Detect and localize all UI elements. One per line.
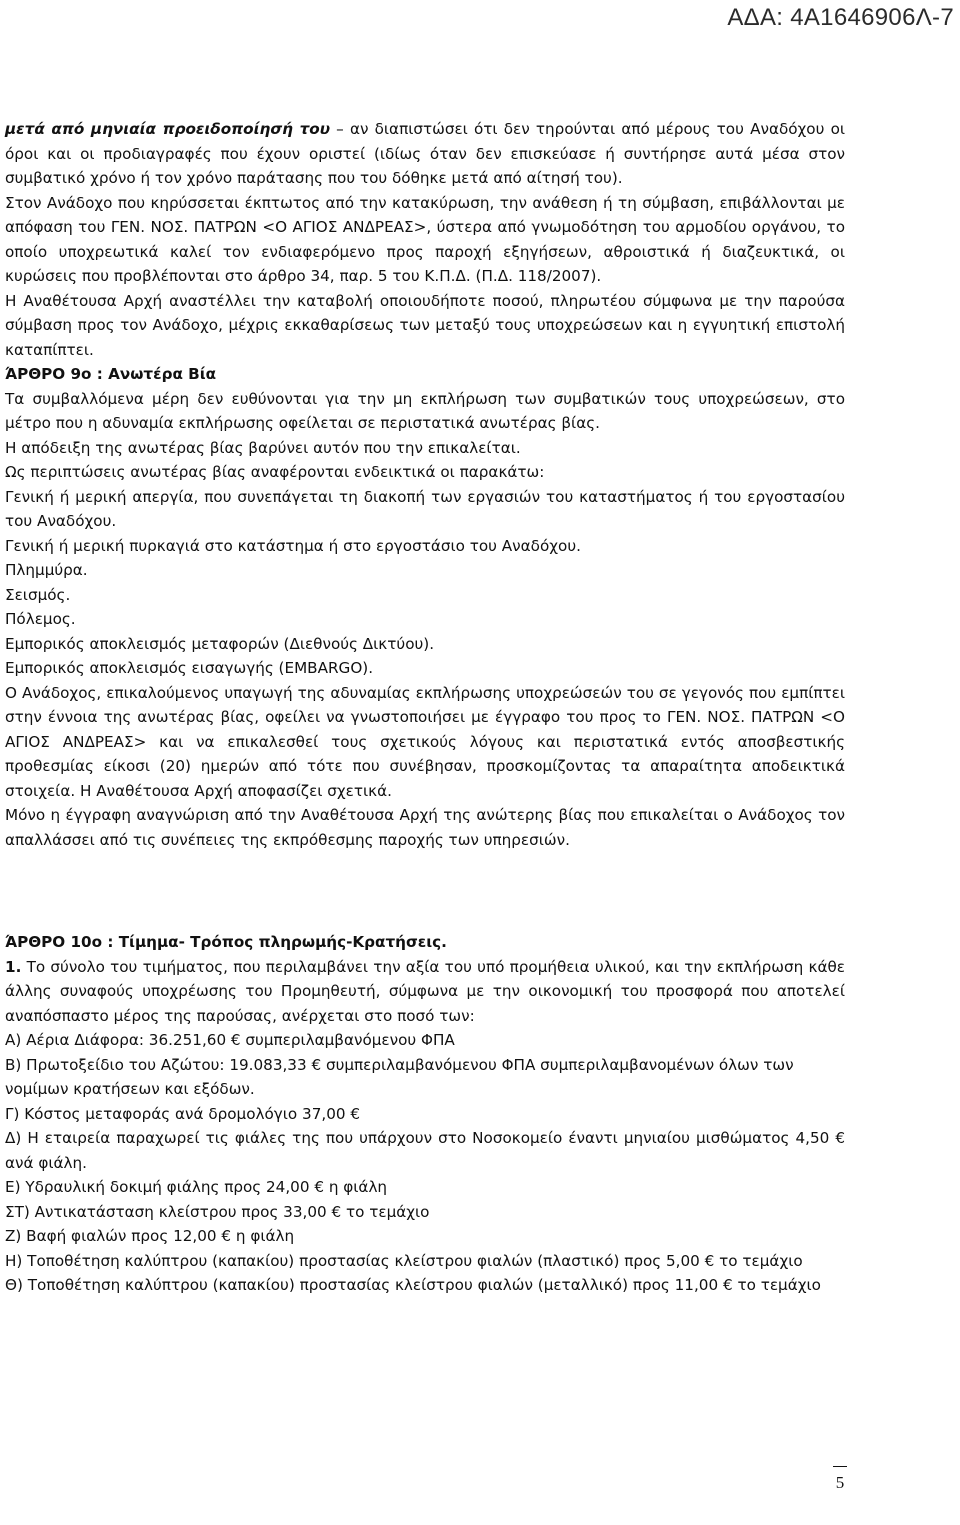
bold-italic-lead: μετά από μηνιαία προειδοποίησή του <box>5 120 330 138</box>
article-9-paragraph: Μόνο η έγγραφη αναγνώριση από την Αναθέτουσα Αρχή της ανώτερης βίας που επικαλείται ο Ανάδοχος τον απαλλάσσει από τις συνέπειες της εκπρόθεσμης παροχής των υπηρεσιών. <box>5 806 845 849</box>
force-majeure-case: Πόλεμος. <box>5 610 76 628</box>
force-majeure-case: Σεισμός. <box>5 585 71 604</box>
article-10-heading: ΆΡΘΡΟ 10ο : Τίμημα- Τρόπος πληρωμής-Κρατήσεις. <box>5 933 447 951</box>
price-line: Ζ) Βαφή φιαλών προς 12,00 € η φιάλη <box>5 1227 295 1245</box>
document-body <box>5 117 845 1298</box>
ada-identifier: ΑΔΑ: 4Α1646906Λ-7 <box>727 4 954 31</box>
item-number: 1. <box>5 957 22 976</box>
paragraph-sanctions: Στον Ανάδοχο που κηρύσσεται έκπτωτος από την κατακύρωση, την ανάθεση ή τη σύμβαση, επιβάλλονται με απόφαση του ΓΕΝ. ΝΟΣ. ΠΑΤΡΩΝ <Ο ΑΓΙΟΣ ΑΝΔΡΕΑΣ>, ύστερα από γνωμοδότηση του αρμοδίου οργάνου, το οποίο υποχρεωτικά καλεί τον ενδιαφερόμενο προς παροχή εξηγήσεων, αθροιστικά ή διαζευκτικά, οι κυρώσεις που προβλέπονται στο άρθρο 34, παρ. 5 του Κ.Π.Δ. (Π.Δ. 118/2007). <box>5 193 845 285</box>
price-line: Γ) Κόστος μεταφοράς ανά δρομολόγιο 37,00 € <box>5 1104 361 1123</box>
force-majeure-case: Γενική ή μερική απεργία, που συνεπάγεται τη διακοπή των εργασιών του καταστήματος ή του εργοστασίου του Αναδόχου. <box>5 487 845 530</box>
article-9-paragraph: Η απόδειξη της ανωτέρας βίας βαρύνει αυτόν που την επικαλείται. <box>5 438 521 457</box>
force-majeure-case: Εμπορικός αποκλεισμός εισαγωγής (EMBARGO). <box>5 659 374 677</box>
price-line: Η) Τοποθέτηση καλύπτρου (καπακίου) προστασίας κλείστρου φιαλών (πλαστικό) προς 5,00 € το τεμάχιο <box>5 1251 803 1270</box>
force-majeure-case: Πλημμύρα. <box>5 561 88 579</box>
price-line: Δ) Η εταιρεία παραχωρεί τις φιάλες της που υπάρχουν στο Νοσοκομείο έναντι μηνιαίου μισθώματος 4,50 € ανά φιάλη. <box>5 1129 845 1172</box>
paragraph-suspension: Η Αναθέτουσα Αρχή αναστέλλει την καταβολή οποιουδήποτε ποσού, πληρωτέου σύμφωνα με την παρούσα σύμβαση προς τον Ανάδοχο, μέχρις εκκαθαρίσεως των μεταξύ τους υποχρεώσεων και η εγγυητική επιστολή καταπίπτει. <box>5 291 845 359</box>
paragraph-text: – αν διαπιστώσει ότι δεν τηρούνται από μέρους του Αναδόχου οι όροι και οι προδιαγραφές που έχουν οριστεί (ιδίως όταν δεν επισκεύασε ή συντήρησε αυτά μέσα στον συμβατικό χρόνο ή τον χρόνο παράτασης που του δόθηκε μετά από αίτησή του). <box>5 120 845 187</box>
page-number-footer <box>833 1466 847 1493</box>
price-line: ΣΤ) Αντικατάσταση κλείστρου προς 33,00 € το τεμάχιο <box>5 1202 430 1221</box>
article-10-item <box>5 955 845 1029</box>
section-spacer <box>5 852 845 930</box>
article-9-paragraph: Ο Ανάδοχος, επικαλούμενος υπαγωγή της αδυναμίας εκπλήρωσης υποχρεώσεών του σε γεγονός που εμπίπτει στην έννοια της ανωτέρας βίας, οφείλει να γνωστοποιήσει με έγγραφο του προς το ΓΕΝ. ΝΟΣ. ΠΑΤΡΩΝ <Ο ΑΓΙΟΣ ΑΝΔΡΕΑΣ> και να επικαλεσθεί τους σχετικούς λόγους και περιστατικά εντός αποσβεστικής προθεσμίας είκοσι (20) ημερών από τότε που συνέβησαν, προσκομίζοντας τα απαραίτητα αποδεικτικά στοιχεία. Η Αναθέτουσα Αρχή αποφασίζει σχετικά. <box>5 683 845 800</box>
article-9-paragraph: Ως περιπτώσεις ανωτέρας βίας αναφέρονται ενδεικτικά οι παρακάτω: <box>5 463 545 481</box>
price-line: Α) Αέρια Διάφορα: 36.251,60 € συμπεριλαμβανόμενου ΦΠΑ <box>5 1031 455 1049</box>
price-line: Ε) Υδραυλική δοκιμή φιάλης προς 24,00 € η φιάλη <box>5 1178 388 1196</box>
price-line: Β) Πρωτοξείδιο του Αζώτου: 19.083,33 € συμπεριλαμβανόμενου ΦΠΑ συμπεριλαμβανομένων όλων των νομίμων κρατήσεων και εξόδων. <box>5 1055 794 1098</box>
paragraph-termination <box>5 117 845 191</box>
page-number: 5 <box>835 1473 845 1492</box>
price-line: Θ) Τοποθέτηση καλύπτρου (καπακίου) προστασίας κλείστρου φιαλών (μεταλλικό) προς 11,00 € το τεμάχιο <box>5 1276 821 1294</box>
force-majeure-case: Εμπορικός αποκλεισμός μεταφορών (Διεθνούς Δικτύου). <box>5 634 435 653</box>
article-9-heading: ΆΡΘΡΟ 9ο : Ανωτέρα Βία <box>5 365 217 383</box>
force-majeure-case: Γενική ή μερική πυρκαγιά στο κατάστημα ή στο εργοστάσιο του Αναδόχου. <box>5 536 581 555</box>
article-9-paragraph: Τα συμβαλλόμενα μέρη δεν ευθύνονται για την μη εκπλήρωση των συμβατικών τους υποχρεώσεων, στο μέτρο που η αδυναμία εκπλήρωσης οφείλεται σε περιστατικά ανωτέρας βίας. <box>5 389 845 432</box>
item-text: Το σύνολο του τιμήματος, που περιλαμβάνει την αξία του υπό προμήθεια υλικού, και την εκπλήρωση κάθε άλλης συναφούς υποχρέωσης του Προμηθευτή, σύμφωνα με την οικονομική του προσφορά που αποτελεί αναπόσπαστο μέρος της παρούσας, ανέρχεται στο ποσό των: <box>5 957 845 1025</box>
footer-rule <box>833 1466 847 1467</box>
